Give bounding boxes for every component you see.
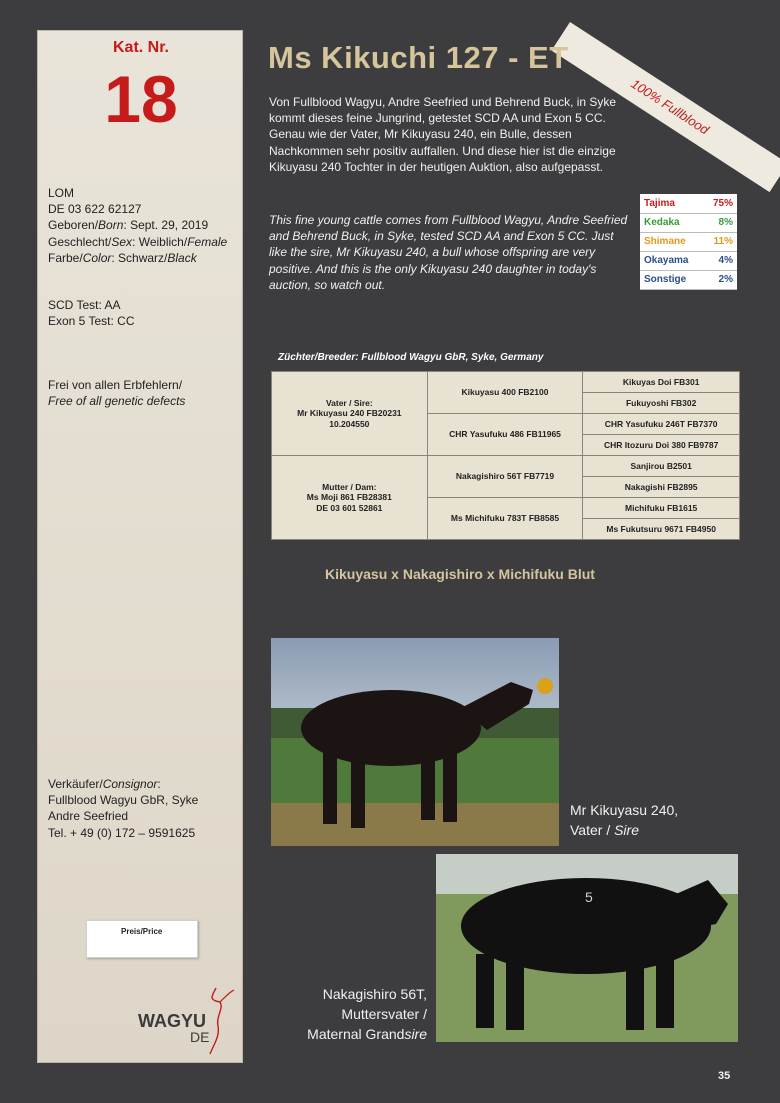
logo-text: WAGYU	[138, 1011, 207, 1031]
pedigree-ggp-6: Nakagishi FB2895	[583, 477, 740, 498]
defects-en: Free of all genetic defects	[48, 394, 186, 409]
pedigree-ggp-7: Michifuku FB1615	[583, 498, 740, 519]
breeder-line: Züchter/Breeder: Fullblood Wagyu GbR, Syke, Germany	[278, 352, 544, 363]
bloodline-percent: 11%	[703, 232, 737, 251]
defects-de: Frei von allen Erbfehlern/	[48, 378, 183, 392]
pedigree-ggp-5: Sanjirou B2501	[583, 456, 740, 477]
pedigree-ggp-8: Ms Fukutsuru 9671 FB4950	[583, 519, 740, 540]
consignor-label: Verkäufer/Consignor:	[48, 777, 161, 791]
exon-test: Exon 5 Test: CC	[48, 314, 135, 329]
catalog-number-label: Kat. Nr.	[112, 39, 169, 56]
consignor-info	[48, 776, 198, 841]
fullblood-banner: 100% Fullblood	[551, 22, 780, 192]
bloodline-row	[640, 251, 737, 270]
description-german: Von Fullblood Wagyu, Andre Seefried und Behrend Buck, in Syke kommt dieses feine Jungrind, getestet SCD AA und Exon 5 CC. Genau wie der Vater, Mr Kikuyasu 240, ein Bulle, dessen Nachkommen sehr positiv auffallen. Und diese hier ist die einzige Kikuyasu 240 Tochter in der heutigen Auktion, also aufgepasst.	[269, 95, 617, 174]
bloodline-row	[640, 213, 737, 232]
pedigree-ggp-2: Fukuyoshi FB302	[583, 393, 740, 414]
pedigree-ggp-1: Kikuyas Doi FB301	[583, 372, 740, 393]
color-row: Farbe/Color: Schwarz/Black	[48, 250, 197, 265]
pedigree-sire-sire: Kikuyasu 400 FB2100	[427, 372, 583, 414]
sire-caption: Mr Kikuyasu 240, Vater / Sire	[570, 802, 679, 838]
sex-row: Geschlecht/Sex: Weiblich/Female	[48, 234, 228, 249]
description-english: This fine young cattle comes from Fullblood Wagyu, Andre Seefried and Behrend Buck, in Syke, tested SCD AA and Exon 5 CC. Just like the sire, Mr Kikuyasu 240, a bull whose offspring are very positive. And this is the only Kikuyasu 240 daughter in today's auction, so watch out.	[269, 213, 628, 292]
bloodline-name: Sonstige	[640, 270, 703, 289]
pedigree-table	[271, 371, 740, 540]
pedigree-sire: Vater / Sire: Mr Kikuyasu 240 FB20231 10.204550	[272, 372, 428, 456]
test-results	[48, 297, 134, 329]
page-number: 35	[718, 1070, 731, 1082]
bloodline-percent: 4%	[703, 251, 737, 270]
bloodline-heading: Kikuyasu x Nakagishiro x Michifuku Blut	[325, 566, 595, 582]
grandsire-photo	[436, 854, 738, 1042]
page-title: Ms Kikuchi 127 - ET	[268, 40, 569, 75]
logo-sub: DE	[190, 1029, 210, 1045]
price-box	[86, 920, 198, 958]
consignor-person: Andre Seefried	[48, 809, 129, 824]
pedigree-dam-dam: Ms Michifuku 783T FB8585	[427, 498, 583, 540]
bloodline-name: Kedaka	[640, 213, 703, 232]
bloodline-table	[640, 194, 737, 290]
scd-test: SCD Test: AA	[48, 298, 121, 312]
bull-photo-illustration	[271, 638, 559, 846]
bloodline-percent: 2%	[703, 270, 737, 289]
born-row: Geboren/Born: Sept. 29, 2019	[48, 218, 209, 233]
consignor-name: Fullblood Wagyu GbR, Syke	[48, 793, 199, 808]
wagyu-de-logo	[138, 986, 238, 1056]
bloodline-name: Shimane	[640, 232, 703, 251]
bloodline-percent: 8%	[703, 213, 737, 232]
pedigree-dam: Mutter / Dam: Ms Moji 861 FB28381 DE 03 601 52861	[272, 456, 428, 540]
bloodline-row	[640, 232, 737, 251]
lot-sidebar	[37, 30, 243, 1063]
bloodline-name: Okayama	[640, 251, 703, 270]
bloodline-name: Tajima	[640, 194, 703, 213]
pedigree-ggp-3: CHR Yasufuku 246T FB7370	[583, 414, 740, 435]
grandsire-caption: Nakagishiro 56T, Muttersvater / Maternal Grandsire	[307, 986, 427, 1042]
bull-photo-illustration	[436, 854, 738, 1042]
pedigree-dam-sire: Nakagishiro 56T FB7719	[427, 456, 583, 498]
bloodline-percent: 75%	[703, 194, 737, 213]
price-label: Preis/Price	[121, 927, 163, 936]
pedigree-sire-dam: CHR Yasufuku 486 FB11965	[427, 414, 583, 456]
animal-details	[48, 185, 227, 266]
pedigree-ggp-4: CHR Itozuru Doi 380 FB9787	[583, 435, 740, 456]
bloodline-row	[640, 270, 737, 289]
brand-mark: 5	[585, 889, 593, 905]
catalog-number: 18	[104, 62, 178, 136]
genetic-defects	[48, 377, 185, 409]
lom-number: DE 03 622 62127	[48, 202, 142, 217]
bloodline-row	[640, 194, 737, 213]
lom-label: LOM	[48, 186, 75, 200]
sire-photo	[271, 638, 559, 846]
consignor-phone: Tel. + 49 (0) 172 – 9591625	[48, 825, 196, 840]
